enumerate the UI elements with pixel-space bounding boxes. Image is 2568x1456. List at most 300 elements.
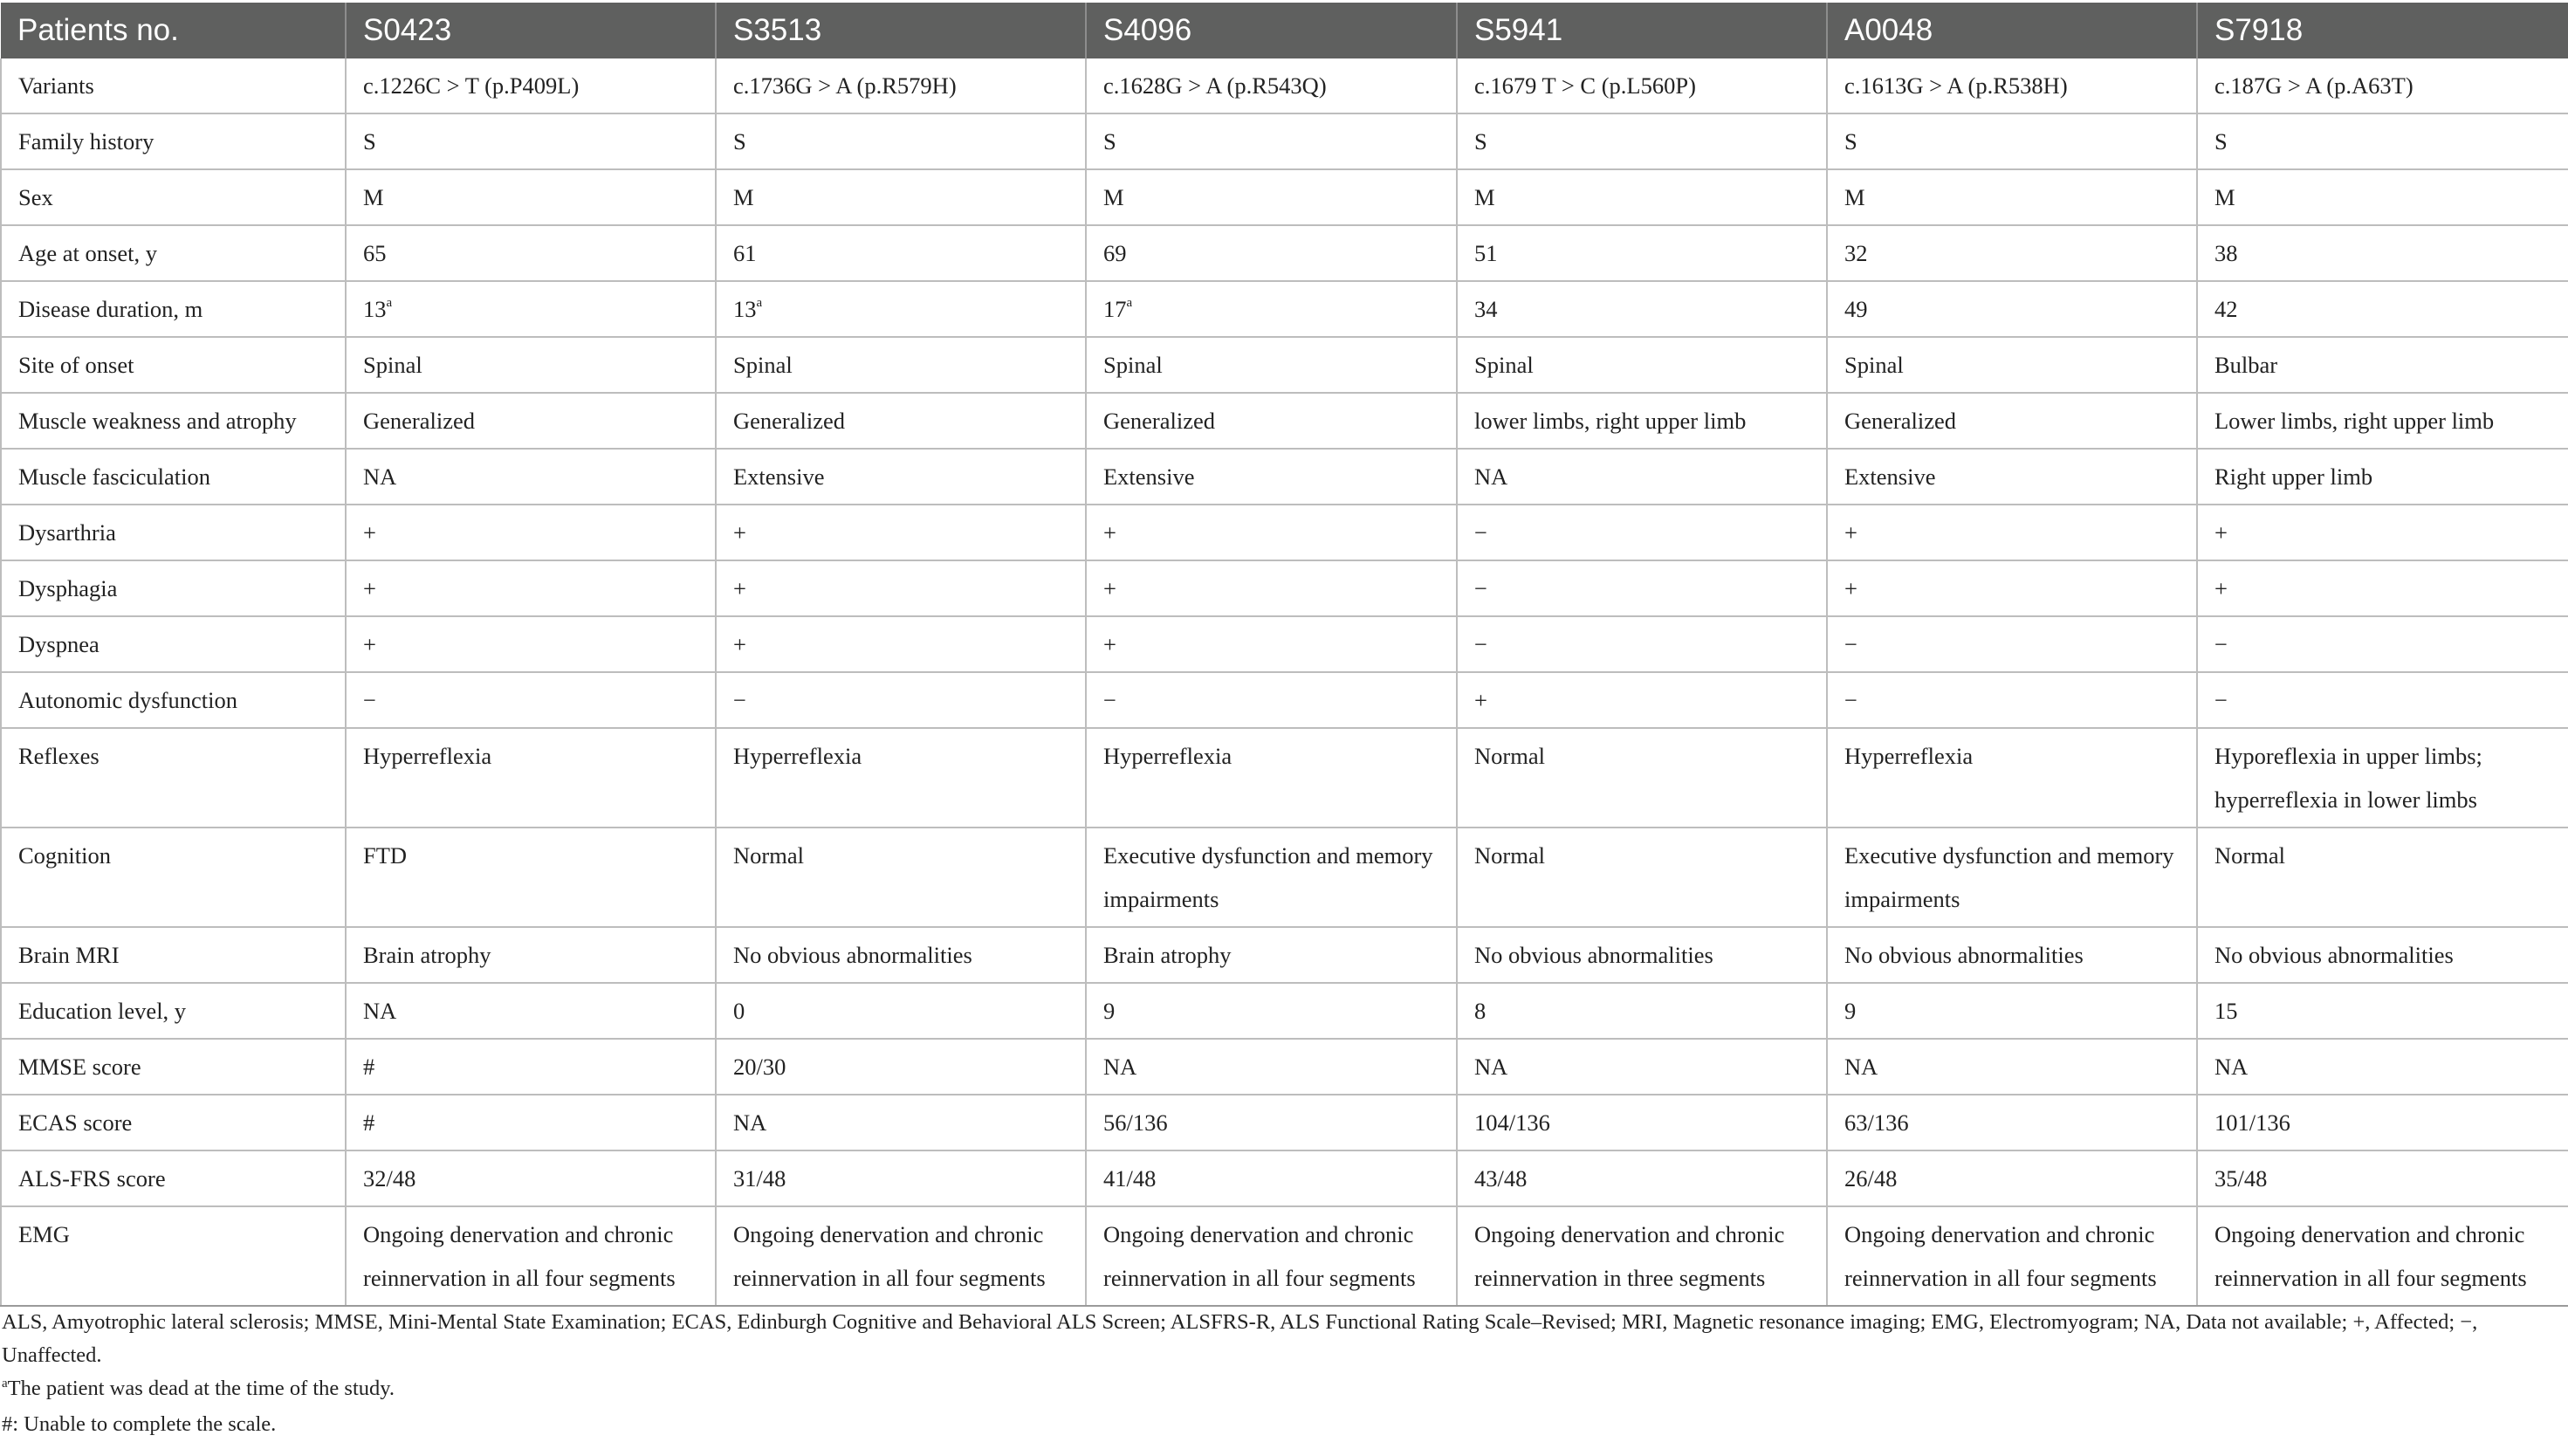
table-cell xyxy=(716,1150,1086,1206)
table-cell xyxy=(1086,1206,1457,1306)
cell-value: M xyxy=(363,184,384,210)
cell-value: Brain atrophy xyxy=(1103,942,1232,968)
table-cell xyxy=(346,337,716,393)
table-cell xyxy=(346,983,716,1039)
cell-value: − xyxy=(1474,575,1487,601)
table-cell xyxy=(1827,927,2197,983)
table-cell xyxy=(1827,1095,2197,1150)
table-row xyxy=(1,560,2568,616)
cell-value: Normal xyxy=(1474,743,1545,769)
cell-value: − xyxy=(2214,687,2228,713)
cell-value: 13 xyxy=(733,296,757,322)
table-cell xyxy=(1457,169,1827,225)
cell-value: 34 xyxy=(1474,296,1498,322)
row-label: MMSE score xyxy=(1,1039,346,1095)
cell-value: Spinal xyxy=(1844,352,1904,378)
table-cell xyxy=(346,393,716,449)
cell-value: Spinal xyxy=(363,352,422,378)
cell-value: # xyxy=(363,1109,375,1136)
cell-value: Generalized xyxy=(1844,408,1956,434)
cell-value: Brain atrophy xyxy=(363,942,491,968)
table-cell xyxy=(1457,449,1827,505)
cell-value: S xyxy=(2214,128,2228,155)
cell-value: NA xyxy=(2214,1054,2249,1080)
table-cell xyxy=(716,169,1086,225)
table-cell xyxy=(346,113,716,169)
cell-value: M xyxy=(733,184,754,210)
cell-value: Hyporeflexia in upper limbs; hyperreflexia in lower limbs xyxy=(2214,743,2482,813)
cell-value: NA xyxy=(363,998,397,1024)
cell-value: 65 xyxy=(363,240,387,266)
table-cell xyxy=(1827,1150,2197,1206)
cell-value: 51 xyxy=(1474,240,1498,266)
table-cell xyxy=(1086,449,1457,505)
table-cell xyxy=(1827,560,2197,616)
table-cell xyxy=(716,113,1086,169)
cell-value: NA xyxy=(1844,1054,1878,1080)
table-cell xyxy=(2197,1206,2568,1306)
table-cell xyxy=(716,728,1086,828)
table-cell xyxy=(346,505,716,560)
cell-value: 8 xyxy=(1474,998,1487,1024)
table-cell xyxy=(2197,983,2568,1039)
cell-value: c.1736G > A (p.R579H) xyxy=(733,72,957,99)
table-cell xyxy=(716,1206,1086,1306)
cell-value: 43/48 xyxy=(1474,1165,1528,1192)
table-row xyxy=(1,169,2568,225)
table-cell xyxy=(716,616,1086,672)
cell-value: Hyperreflexia xyxy=(1844,743,1974,769)
table-cell xyxy=(1086,113,1457,169)
table-cell xyxy=(1086,1039,1457,1095)
table-cell xyxy=(1827,828,2197,927)
cell-value: lower limbs, right upper limb xyxy=(1474,408,1747,434)
table-cell xyxy=(2197,225,2568,281)
cell-value: Ongoing denervation and chronic reinnervation in three segments xyxy=(1474,1221,1785,1291)
table-cell xyxy=(1457,281,1827,337)
table-cell xyxy=(1086,169,1457,225)
cell-value: Hyperreflexia xyxy=(363,743,492,769)
table-cell xyxy=(716,828,1086,927)
cell-value: 0 xyxy=(733,998,745,1024)
table-cell xyxy=(716,337,1086,393)
header-row xyxy=(1,3,2568,58)
table-cell xyxy=(346,225,716,281)
footnote-marker: a xyxy=(756,296,763,311)
table-cell xyxy=(716,505,1086,560)
table-row xyxy=(1,281,2568,337)
table-cell xyxy=(1827,672,2197,728)
cell-value: + xyxy=(1103,575,1116,601)
table-cell xyxy=(1827,225,2197,281)
cell-value: No obvious abnormalities xyxy=(1474,942,1713,968)
footnote-marker: a xyxy=(386,296,393,311)
table-cell xyxy=(716,225,1086,281)
cell-value: Extensive xyxy=(1103,464,1195,490)
cell-value: Ongoing denervation and chronic reinnervation in all four segments xyxy=(733,1221,1046,1291)
footnote-a-text: The patient was dead at the time of the study. xyxy=(7,1377,395,1400)
table-cell xyxy=(1086,927,1457,983)
cell-value: + xyxy=(733,575,746,601)
table-cell xyxy=(2197,728,2568,828)
row-label: Cognition xyxy=(1,828,346,927)
table-cell xyxy=(1827,1039,2197,1095)
cell-value: Normal xyxy=(733,842,804,869)
table-body xyxy=(1,58,2568,1306)
cell-value: − xyxy=(733,687,746,713)
table-cell xyxy=(346,169,716,225)
cell-value: 41/48 xyxy=(1103,1165,1157,1192)
table-row xyxy=(1,393,2568,449)
table-cell xyxy=(1457,113,1827,169)
table-cell xyxy=(1827,983,2197,1039)
cell-value: Lower limbs, right upper limb xyxy=(2214,408,2495,434)
table-cell xyxy=(346,560,716,616)
cell-value: Ongoing denervation and chronic reinnervation in all four segments xyxy=(1844,1221,2157,1291)
cell-value: M xyxy=(1474,184,1495,210)
table-cell xyxy=(1457,1039,1827,1095)
cell-value: Spinal xyxy=(1103,352,1163,378)
cell-value: Spinal xyxy=(1474,352,1534,378)
cell-value: 9 xyxy=(1844,998,1857,1024)
table-row xyxy=(1,337,2568,393)
cell-value: No obvious abnormalities xyxy=(733,942,972,968)
cell-value: c.1679 T > C (p.L560P) xyxy=(1474,72,1696,99)
cell-value: 56/136 xyxy=(1103,1109,1168,1136)
table-header xyxy=(1,3,2568,58)
cell-value: 35/48 xyxy=(2214,1165,2268,1192)
table-cell xyxy=(346,449,716,505)
table-cell xyxy=(1457,1206,1827,1306)
cell-value: − xyxy=(1474,519,1487,546)
row-label: Variants xyxy=(1,58,346,113)
cell-value: S xyxy=(1474,128,1487,155)
header-patients-no: Patients no. xyxy=(1,3,346,58)
table-cell xyxy=(2197,927,2568,983)
table-cell xyxy=(1086,393,1457,449)
row-label: Dysarthria xyxy=(1,505,346,560)
cell-value: No obvious abnormalities xyxy=(1844,942,2084,968)
cell-value: 42 xyxy=(2214,296,2238,322)
table-cell xyxy=(346,828,716,927)
cell-value: S xyxy=(1844,128,1857,155)
table-row xyxy=(1,927,2568,983)
table-cell xyxy=(346,1039,716,1095)
table-footnotes xyxy=(0,1306,2559,1441)
cell-value: + xyxy=(2214,575,2228,601)
table-cell xyxy=(346,1150,716,1206)
table-cell xyxy=(1827,393,2197,449)
table-row xyxy=(1,828,2568,927)
table-cell xyxy=(716,1039,1086,1095)
cell-value: − xyxy=(1844,631,1857,657)
table-cell xyxy=(1827,728,2197,828)
table-container xyxy=(0,3,2568,1307)
cell-value: c.1226C > T (p.P409L) xyxy=(363,72,580,99)
cell-value: 13 xyxy=(363,296,387,322)
cell-value: + xyxy=(733,631,746,657)
row-label: ALS-FRS score xyxy=(1,1150,346,1206)
table-cell xyxy=(2197,1039,2568,1095)
cell-value: 49 xyxy=(1844,296,1868,322)
table-cell xyxy=(716,58,1086,113)
table-cell xyxy=(1457,225,1827,281)
cell-value: 20/30 xyxy=(733,1054,786,1080)
table-cell xyxy=(1086,728,1457,828)
table-cell xyxy=(716,449,1086,505)
cell-value: Executive dysfunction and memory impairments xyxy=(1103,842,1433,912)
cell-value: 9 xyxy=(1103,998,1116,1024)
table-cell xyxy=(2197,672,2568,728)
table-cell xyxy=(1457,1095,1827,1150)
cell-value: − xyxy=(363,687,376,713)
cell-value: Hyperreflexia xyxy=(1103,743,1233,769)
table-cell xyxy=(1086,58,1457,113)
table-cell xyxy=(1086,505,1457,560)
cell-value: Generalized xyxy=(733,408,845,434)
table-cell xyxy=(716,393,1086,449)
table-cell xyxy=(716,927,1086,983)
table-cell xyxy=(1457,505,1827,560)
row-label: Brain MRI xyxy=(1,927,346,983)
row-label: Muscle fasciculation xyxy=(1,449,346,505)
table-cell xyxy=(1086,337,1457,393)
table-row xyxy=(1,1150,2568,1206)
table-cell xyxy=(1827,337,2197,393)
row-label: Disease duration, m xyxy=(1,281,346,337)
cell-value: + xyxy=(1844,575,1857,601)
cell-value: NA xyxy=(363,464,397,490)
cell-value: + xyxy=(363,519,376,546)
cell-value: + xyxy=(1103,631,1116,657)
cell-value: 63/136 xyxy=(1844,1109,1909,1136)
cell-value: Generalized xyxy=(363,408,475,434)
table-row xyxy=(1,58,2568,113)
cell-value: NA xyxy=(1474,1054,1508,1080)
row-label: Site of onset xyxy=(1,337,346,393)
table-cell xyxy=(1827,169,2197,225)
table-cell xyxy=(1086,1150,1457,1206)
cell-value: 31/48 xyxy=(733,1165,786,1192)
table-cell xyxy=(1086,281,1457,337)
table-row xyxy=(1,1095,2568,1150)
cell-value: Right upper limb xyxy=(2214,464,2373,490)
table-cell xyxy=(1086,560,1457,616)
row-label: EMG xyxy=(1,1206,346,1306)
cell-value: + xyxy=(733,519,746,546)
cell-value: NA xyxy=(733,1109,767,1136)
table-cell xyxy=(1086,616,1457,672)
header-patient-2: S3513 xyxy=(716,3,1086,58)
table-cell xyxy=(346,281,716,337)
cell-value: Hyperreflexia xyxy=(733,743,862,769)
header-patient-6: S7918 xyxy=(2197,3,2568,58)
cell-value: S xyxy=(363,128,376,155)
cell-value: M xyxy=(2214,184,2235,210)
table-cell xyxy=(1457,393,1827,449)
table-cell xyxy=(716,672,1086,728)
cell-value: Normal xyxy=(1474,842,1545,869)
table-cell xyxy=(2197,828,2568,927)
table-cell xyxy=(1827,1206,2197,1306)
cell-value: 69 xyxy=(1103,240,1127,266)
table-cell xyxy=(2197,169,2568,225)
table-cell xyxy=(1457,728,1827,828)
table-cell xyxy=(2197,449,2568,505)
cell-value: + xyxy=(1474,687,1487,713)
table-cell xyxy=(1457,337,1827,393)
cell-value: − xyxy=(1474,631,1487,657)
table-row xyxy=(1,225,2568,281)
cell-value: − xyxy=(2214,631,2228,657)
table-cell xyxy=(346,672,716,728)
cell-value: 32/48 xyxy=(363,1165,416,1192)
patient-table xyxy=(0,3,2568,1307)
table-cell xyxy=(2197,1095,2568,1150)
cell-value: FTD xyxy=(363,842,408,869)
cell-value: Ongoing denervation and chronic reinnervation in all four segments xyxy=(2214,1221,2527,1291)
cell-value: − xyxy=(1103,687,1116,713)
cell-value: c.187G > A (p.A63T) xyxy=(2214,72,2414,99)
table-cell xyxy=(1086,672,1457,728)
cell-value: M xyxy=(1844,184,1865,210)
cell-value: S xyxy=(733,128,746,155)
cell-value: Ongoing denervation and chronic reinnervation in all four segments xyxy=(363,1221,676,1291)
row-label: Sex xyxy=(1,169,346,225)
cell-value: No obvious abnormalities xyxy=(2214,942,2454,968)
row-label: Dysphagia xyxy=(1,560,346,616)
cell-value: Executive dysfunction and memory impairments xyxy=(1844,842,2174,912)
cell-value: Generalized xyxy=(1103,408,1215,434)
footnote-a xyxy=(2,1372,2559,1408)
cell-value: + xyxy=(363,575,376,601)
table-row xyxy=(1,113,2568,169)
row-label: Family history xyxy=(1,113,346,169)
table-cell xyxy=(2197,560,2568,616)
row-label: Autonomic dysfunction xyxy=(1,672,346,728)
table-cell xyxy=(1457,616,1827,672)
cell-value: + xyxy=(363,631,376,657)
cell-value: Spinal xyxy=(733,352,793,378)
table-row xyxy=(1,672,2568,728)
table-row xyxy=(1,1039,2568,1095)
table-cell xyxy=(1827,449,2197,505)
header-patient-1: S0423 xyxy=(346,3,716,58)
table-cell xyxy=(1457,672,1827,728)
table-row xyxy=(1,449,2568,505)
table-cell xyxy=(716,560,1086,616)
table-cell xyxy=(1827,616,2197,672)
table-cell xyxy=(716,1095,1086,1150)
cell-value: Bulbar xyxy=(2214,352,2278,378)
table-cell xyxy=(1827,113,2197,169)
header-patient-4: S5941 xyxy=(1457,3,1827,58)
table-cell xyxy=(346,616,716,672)
table-cell xyxy=(1086,1095,1457,1150)
table-cell xyxy=(1827,58,2197,113)
header-patient-3: S4096 xyxy=(1086,3,1457,58)
row-label: Dyspnea xyxy=(1,616,346,672)
table-cell xyxy=(1457,828,1827,927)
row-label: Muscle weakness and atrophy xyxy=(1,393,346,449)
cell-value: Extensive xyxy=(733,464,825,490)
cell-value: Normal xyxy=(2214,842,2285,869)
table-cell xyxy=(2197,505,2568,560)
cell-value: − xyxy=(1844,687,1857,713)
table-cell xyxy=(2197,393,2568,449)
table-cell xyxy=(1827,505,2197,560)
table-cell xyxy=(346,1095,716,1150)
cell-value: 61 xyxy=(733,240,757,266)
cell-value: S xyxy=(1103,128,1116,155)
cell-value: 101/136 xyxy=(2214,1109,2290,1136)
table-cell xyxy=(1457,58,1827,113)
row-label: Age at onset, y xyxy=(1,225,346,281)
table-row xyxy=(1,616,2568,672)
cell-value: 17 xyxy=(1103,296,1127,322)
cell-value: NA xyxy=(1103,1054,1137,1080)
table-row xyxy=(1,983,2568,1039)
cell-value: 32 xyxy=(1844,240,1868,266)
table-row xyxy=(1,1206,2568,1306)
cell-value: + xyxy=(2214,519,2228,546)
cell-value: + xyxy=(1103,519,1116,546)
table-cell xyxy=(1086,983,1457,1039)
cell-value: 38 xyxy=(2214,240,2238,266)
cell-value: c.1628G > A (p.R543Q) xyxy=(1103,72,1327,99)
cell-value: # xyxy=(363,1054,375,1080)
footnote-a-mark: a xyxy=(2,1377,8,1391)
row-label: ECAS score xyxy=(1,1095,346,1150)
footnote-marker: a xyxy=(1126,296,1133,311)
header-patient-5: A0048 xyxy=(1827,3,2197,58)
table-cell xyxy=(716,281,1086,337)
cell-value: NA xyxy=(1474,464,1508,490)
table-row xyxy=(1,728,2568,828)
row-label: Reflexes xyxy=(1,728,346,828)
abbreviations-note: ALS, Amyotrophic lateral sclerosis; MMSE, Mini-Mental State Examination; ECAS, Edinburgh Cognitive and Behavioral ALS Screen; ALSFRS-R, ALS Functional Rating Scale–Revised; MRI, Magnetic resonance imaging; EMG, Electromyogram; NA, Data not available; +, Affected; −, Unaffected. xyxy=(2,1310,2478,1367)
cell-value: Ongoing denervation and chronic reinnervation in all four segments xyxy=(1103,1221,1416,1291)
table-cell xyxy=(346,58,716,113)
table-cell xyxy=(2197,113,2568,169)
footnote-hash: #: Unable to complete the scale. xyxy=(2,1412,277,1436)
table-cell xyxy=(2197,616,2568,672)
table-cell xyxy=(346,1206,716,1306)
cell-value: c.1613G > A (p.R538H) xyxy=(1844,72,2068,99)
cell-value: 104/136 xyxy=(1474,1109,1550,1136)
table-cell xyxy=(1457,1150,1827,1206)
cell-value: M xyxy=(1103,184,1124,210)
cell-value: 26/48 xyxy=(1844,1165,1898,1192)
table-cell xyxy=(2197,337,2568,393)
table-cell xyxy=(346,927,716,983)
table-cell xyxy=(1827,281,2197,337)
table-cell xyxy=(2197,58,2568,113)
table-cell xyxy=(1086,828,1457,927)
table-cell xyxy=(1457,983,1827,1039)
cell-value: 15 xyxy=(2214,998,2238,1024)
table-cell xyxy=(346,728,716,828)
table-cell xyxy=(1457,927,1827,983)
table-row xyxy=(1,505,2568,560)
table-cell xyxy=(1086,225,1457,281)
row-label: Education level, y xyxy=(1,983,346,1039)
cell-value: + xyxy=(1844,519,1857,546)
table-cell xyxy=(2197,281,2568,337)
table-cell xyxy=(2197,1150,2568,1206)
cell-value: Extensive xyxy=(1844,464,1936,490)
table-cell xyxy=(1457,560,1827,616)
